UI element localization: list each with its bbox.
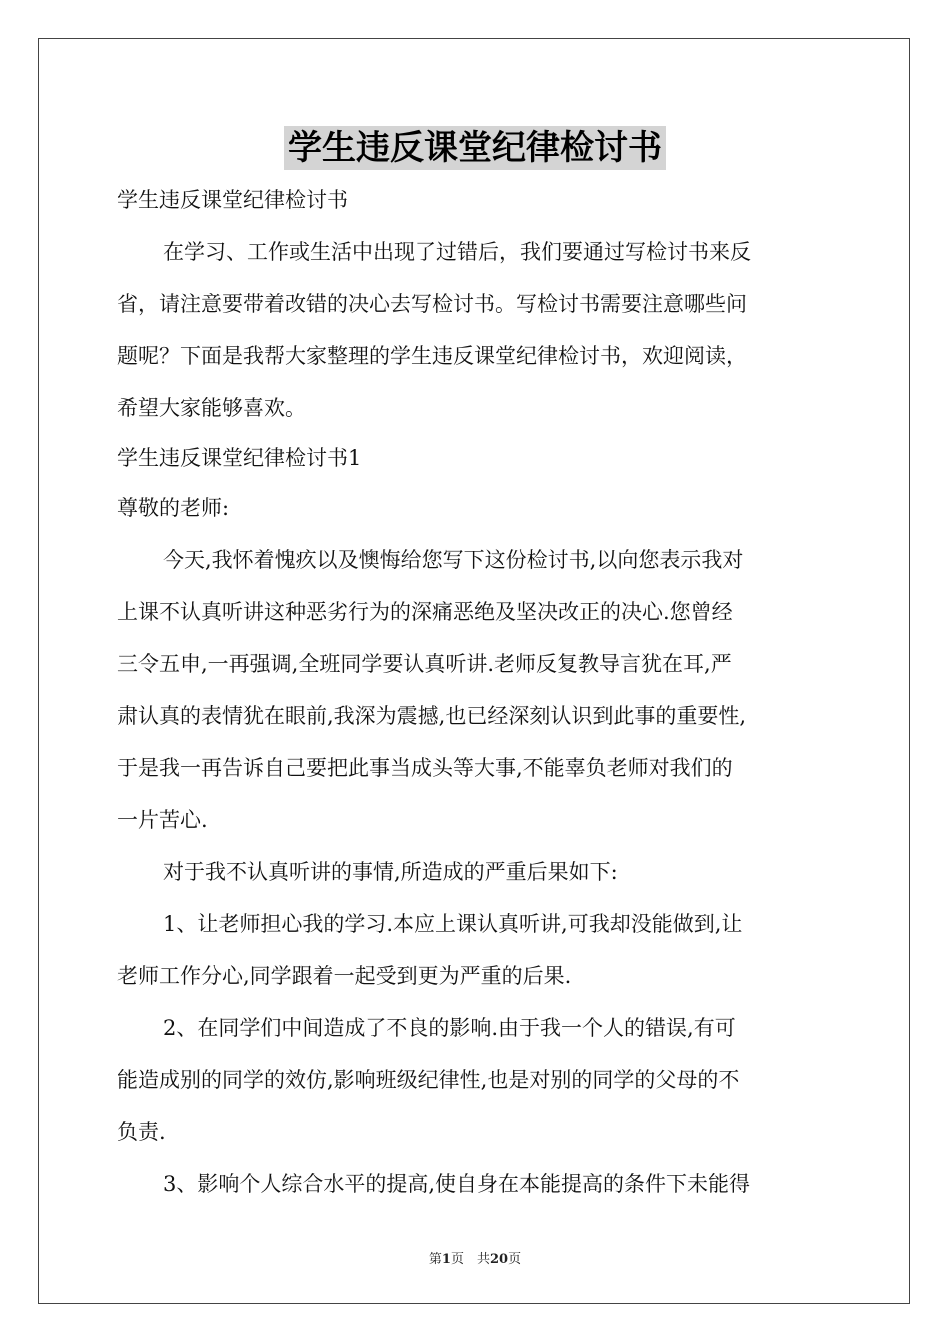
- document-body: [117, 178, 839, 1214]
- salutation: 尊敬的老师:: [117, 496, 230, 520]
- paragraph-line: 省，请注意要带着改错的决心去写检讨书。写检讨书需要注意哪些问: [117, 292, 747, 316]
- paragraph-line: 一片苦心.: [117, 808, 208, 832]
- page-prefix: 第: [428, 1252, 442, 1267]
- paragraph-line: 肃认真的表情犹在眼前,我深为震撼,也已经深刻认识到此事的重要性,: [117, 704, 747, 728]
- list-item-line: 3、影响个人综合水平的提高,使自身在本能提高的条件下未能得: [163, 1172, 751, 1196]
- paragraph-line: 对于我不认真听讲的事情,所造成的严重后果如下:: [163, 860, 618, 884]
- paragraph-line: 在学习、工作或生活中出现了过错后，我们要通过写检讨书来反: [163, 240, 751, 264]
- list-item-line: 老师工作分心,同学跟着一起受到更为严重的后果.: [117, 964, 572, 988]
- document-title: 学生违反课堂纪律检讨书: [284, 126, 666, 170]
- page-current-number: 1: [441, 1252, 451, 1267]
- list-item-line: 负责.: [117, 1120, 166, 1144]
- page-mid: 页 共: [450, 1252, 490, 1267]
- paragraph-line: 于是我一再告诉自己要把此事当成头等大事,不能辜负老师对我们的: [117, 756, 733, 780]
- paragraph-line: 题呢？下面是我帮大家整理的学生违反课堂纪律检讨书，欢迎阅读，: [117, 344, 747, 368]
- section-heading: 学生违反课堂纪律检讨书1: [117, 446, 362, 470]
- list-item-line: 1、让老师担心我的学习.本应上课认真听讲,可我却没能做到,让: [163, 912, 743, 936]
- list-item-line: 能造成别的同学的效仿,影响班级纪律性,也是对别的同学的父母的不: [117, 1068, 740, 1092]
- title-container: [0, 126, 950, 170]
- paragraph-line: 今天,我怀着愧疚以及懊悔给您写下这份检讨书,以向您表示我对: [163, 548, 744, 572]
- list-item-line: 2、在同学们中间造成了不良的影响.由于我一个人的错误,有可: [163, 1016, 736, 1040]
- subtitle-line: 学生违反课堂纪律检讨书: [117, 188, 348, 212]
- page-total-number: 20: [489, 1252, 509, 1267]
- paragraph-line: 希望大家能够喜欢。: [117, 396, 306, 420]
- page-footer: [0, 1248, 950, 1267]
- paragraph-line: 三令五申,一再强调,全班同学要认真听讲.老师反复教导言犹在耳,严: [117, 652, 732, 676]
- page-suffix: 页: [508, 1252, 522, 1267]
- paragraph-line: 上课不认真听讲这种恶劣行为的深痛恶绝及坚决改正的决心.您曾经: [117, 600, 733, 624]
